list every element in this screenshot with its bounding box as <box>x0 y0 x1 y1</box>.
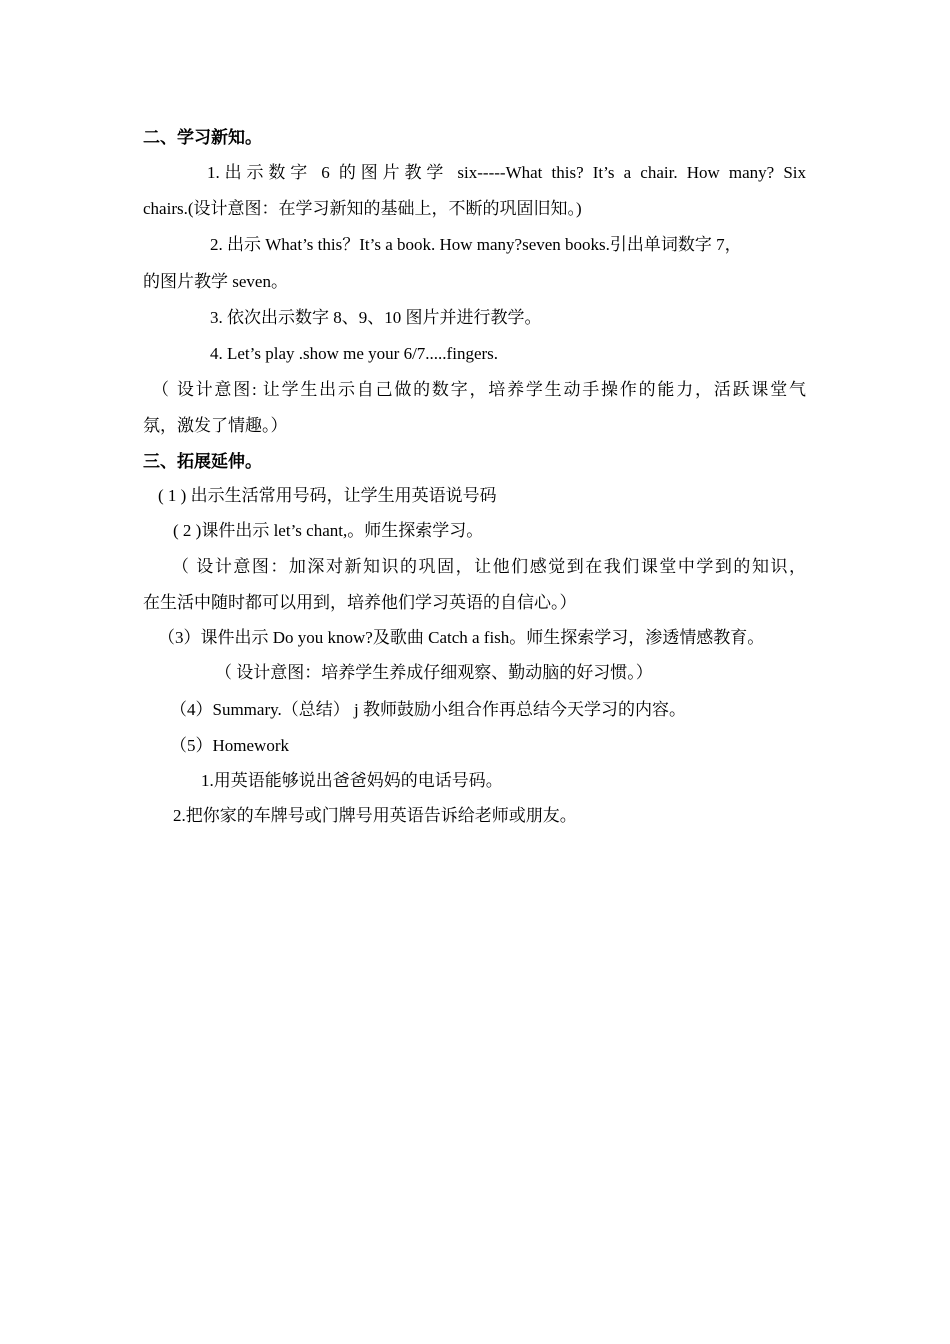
paragraph-item2-line1: 2. 出示 What’s this？It’s a book. How many?seven books.引出单词数字 7， <box>210 235 742 254</box>
homework-item1: 1.用英语能够说出爸爸妈妈的电话号码。 <box>201 771 503 790</box>
design-note-2-line2: 在生活中随时都可以用到，培养他们学习英语的自信心。） <box>143 593 577 612</box>
extension-item2: ( 2 )课件出示 let’s chant,。师生探索学习。 <box>173 521 484 540</box>
extension-item3: （3）课件出示 Do you know?及歌曲 Catch a fish。师生探索学习，渗透情感教育。 <box>158 628 765 647</box>
paragraph-item2-line2: 的图片教学 seven。 <box>143 272 288 291</box>
design-note-3: （ 设计意图：培养学生养成仔细观察、勤动脑的好习惯。） <box>215 663 653 682</box>
paragraph-item4: 4. Let’s play .show me your 6/7.....fingers. <box>210 344 499 363</box>
design-note-1-line2: 氛，激发了情趣。） <box>143 416 288 435</box>
paragraph-item1-line1: 1.出示数字 6 的图片教学 six-----What this? It’s a chair. How many? Six <box>207 163 806 182</box>
design-note-1-line1: （ 设计意图: 让学生出示自己做的数字，培养学生动手操作的能力，活跃课堂气 <box>152 380 806 399</box>
homework-item2: 2.把你家的车牌号或门牌号用英语告诉给老师或朋友。 <box>173 806 577 825</box>
section-heading-learn-new: 二、学习新知。 <box>143 128 262 147</box>
extension-item5: （5）Homework <box>170 736 289 755</box>
paragraph-item1-line2: chairs.(设计意图：在学习新知的基础上，不断的巩固旧知。) <box>143 199 582 218</box>
extension-item4: （4）Summary.（总结） j 教师鼓励小组合作再总结今天学习的内容。 <box>170 700 686 719</box>
design-note-2-line1: （ 设计意图：加深对新知识的巩固，让他们感觉到在我们课堂中学到的知识， <box>172 557 806 576</box>
section-heading-extension: 三、拓展延伸。 <box>143 452 262 471</box>
paragraph-item3: 3. 依次出示数字 8、9、10 图片并进行教学。 <box>210 308 542 327</box>
extension-item1: ( 1 ) 出示生活常用号码，让学生用英语说号码 <box>158 486 497 505</box>
